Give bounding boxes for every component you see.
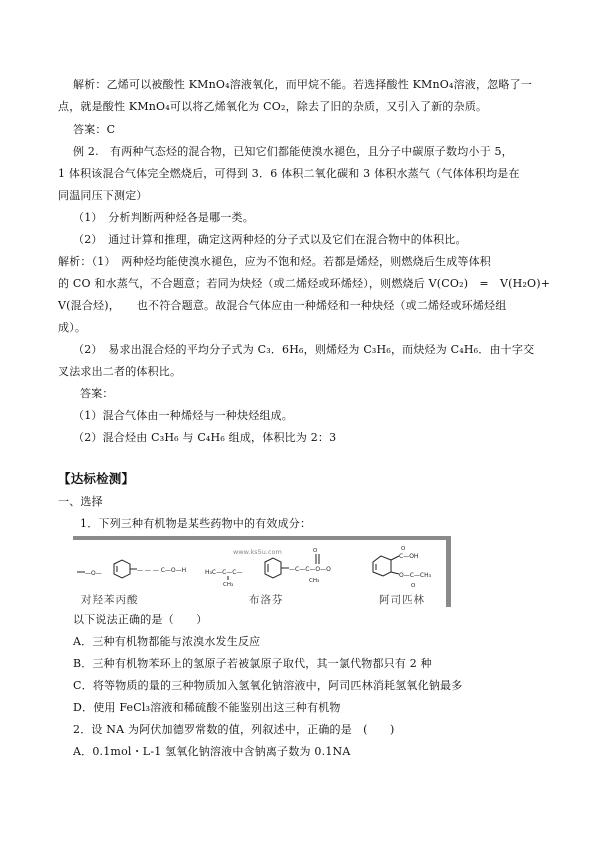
analysis1-line1: 解析：乙烯可以被酸性 KMnO₄溶液氧化，而甲烷不能。若选择酸性 KMnO₄溶液，忽略了一	[73, 78, 532, 91]
analysis1-answer: 答案：C	[73, 123, 116, 136]
example2-analysis-line1: 解析：（1） 两种烃均能使溴水褪色，应为不饱和烃。若都是烯烃，则燃烧后生成等体积	[58, 255, 491, 268]
svg-text:O—C—CH₃: O—C—CH₃	[399, 572, 432, 579]
example2-analysis-line3: V(混合烃)， 也不符合题意。故混合气体应由一种烯烃和一种炔烃（或二烯烃或环烯烃组	[58, 299, 507, 312]
example2-line3: 同温同压下测定）	[58, 189, 148, 202]
example2-line1: 例 2. 有两种气态烃的混合物，已知它们都能使溴水褪色，且分子中碳原子数均小于 5，	[73, 145, 513, 158]
example2-answer2: （2）混合烃由 C₃H₆ 与 C₄H₆ 组成，体积比为 2：3	[73, 431, 337, 444]
svg-text:CH₃: CH₃	[223, 582, 234, 588]
question1-prompt: 以下说法正确的是（ ）	[73, 613, 208, 626]
svg-text:C—OH: C—OH	[399, 553, 419, 560]
caption-compound-2: 布洛芬	[249, 594, 284, 606]
svg-text:— — — C—O—H: — — — C—O—H	[137, 567, 187, 574]
analysis1-line2: 点，就是酸性 KMnO₄可以将乙烯氧化为 CO₂，除去了旧的杂质，又引入了新的杂质。	[58, 100, 488, 113]
caption-compound-3: 阿司匹林	[379, 594, 425, 606]
example2-answer-label: 答案：	[80, 387, 114, 400]
example2-question2: （2） 通过计算和推理，确定这两种烃的分子式以及它们在混合物中的体积比。	[73, 233, 467, 246]
question1-option-a: A．三种有机物都能与浓溴水发生反应	[73, 635, 261, 648]
example2-analysis-line5: （2） 易求出混合烃的平均分子式为 C₃．6H₆，则烯烃为 C₃H₆，而炔烃为 C₄H₆．由十字交	[73, 343, 535, 356]
question2-stem: 2．设 NA 为阿伏加德罗常数的值，列叙述中，正确的是 ( )	[73, 723, 395, 736]
structures-figure	[73, 536, 451, 607]
svg-text:CH₃: CH₃	[309, 578, 320, 584]
section-subtitle: 一、选择	[58, 495, 103, 508]
section-title: 【达标检测】	[58, 471, 135, 486]
svg-text:—O—: —O—	[85, 570, 102, 577]
question1-option-c: C．将等物质的量的三种物质加入氢氧化钠溶液中，阿司匹林消耗氢氧化钠最多	[73, 679, 463, 692]
svg-text:O: O	[411, 583, 416, 589]
example2-question1: （1） 分析判断两种烃各是哪一类。	[73, 211, 254, 224]
question2-option-a: A．0.1mol・L-1 氢氧化钠溶液中含钠离子数为 0.1NA	[73, 745, 351, 758]
svg-text:H₃C—C—C—: H₃C—C—C—	[205, 569, 243, 576]
question1-option-b: B．三种有机物苯环上的氢原子若被氯原子取代，其一氯代物都只有 2 种	[73, 657, 432, 670]
example2-analysis-line6: 叉法求出二者的体积比。	[58, 365, 182, 378]
example2-analysis-line2: 的 CO 和水蒸气，不合题意；若同为炔烃（或二烯烃或环烯烃），则燃烧后 V(CO₂) = V(H₂O)+	[58, 277, 551, 290]
example2-answer1: （1）混合气体由一种烯烃与一种炔烃组成。	[73, 409, 293, 422]
figure-watermark: www.ks5u.com	[233, 548, 282, 556]
example2-analysis-line4: 成）。	[58, 321, 87, 334]
caption-compound-1: 对羟苯丙酸	[81, 594, 139, 606]
svg-text:O: O	[401, 546, 406, 552]
question1-stem: 1．下列三种有机物是某些药物中的有效成分：	[80, 517, 312, 530]
example2-line2: 1 体积该混合气体完全燃烧后，可得到 3．6 体积二氧化碳和 3 体积水蒸气（气体体积均是在	[58, 167, 520, 180]
svg-text:O: O	[313, 548, 318, 554]
svg-text:—C—C—O—O: —C—C—O—O	[289, 566, 331, 573]
question1-option-d: D．使用 FeCl₃溶液和稀硫酸不能鉴别出这三种有机物	[73, 701, 341, 714]
